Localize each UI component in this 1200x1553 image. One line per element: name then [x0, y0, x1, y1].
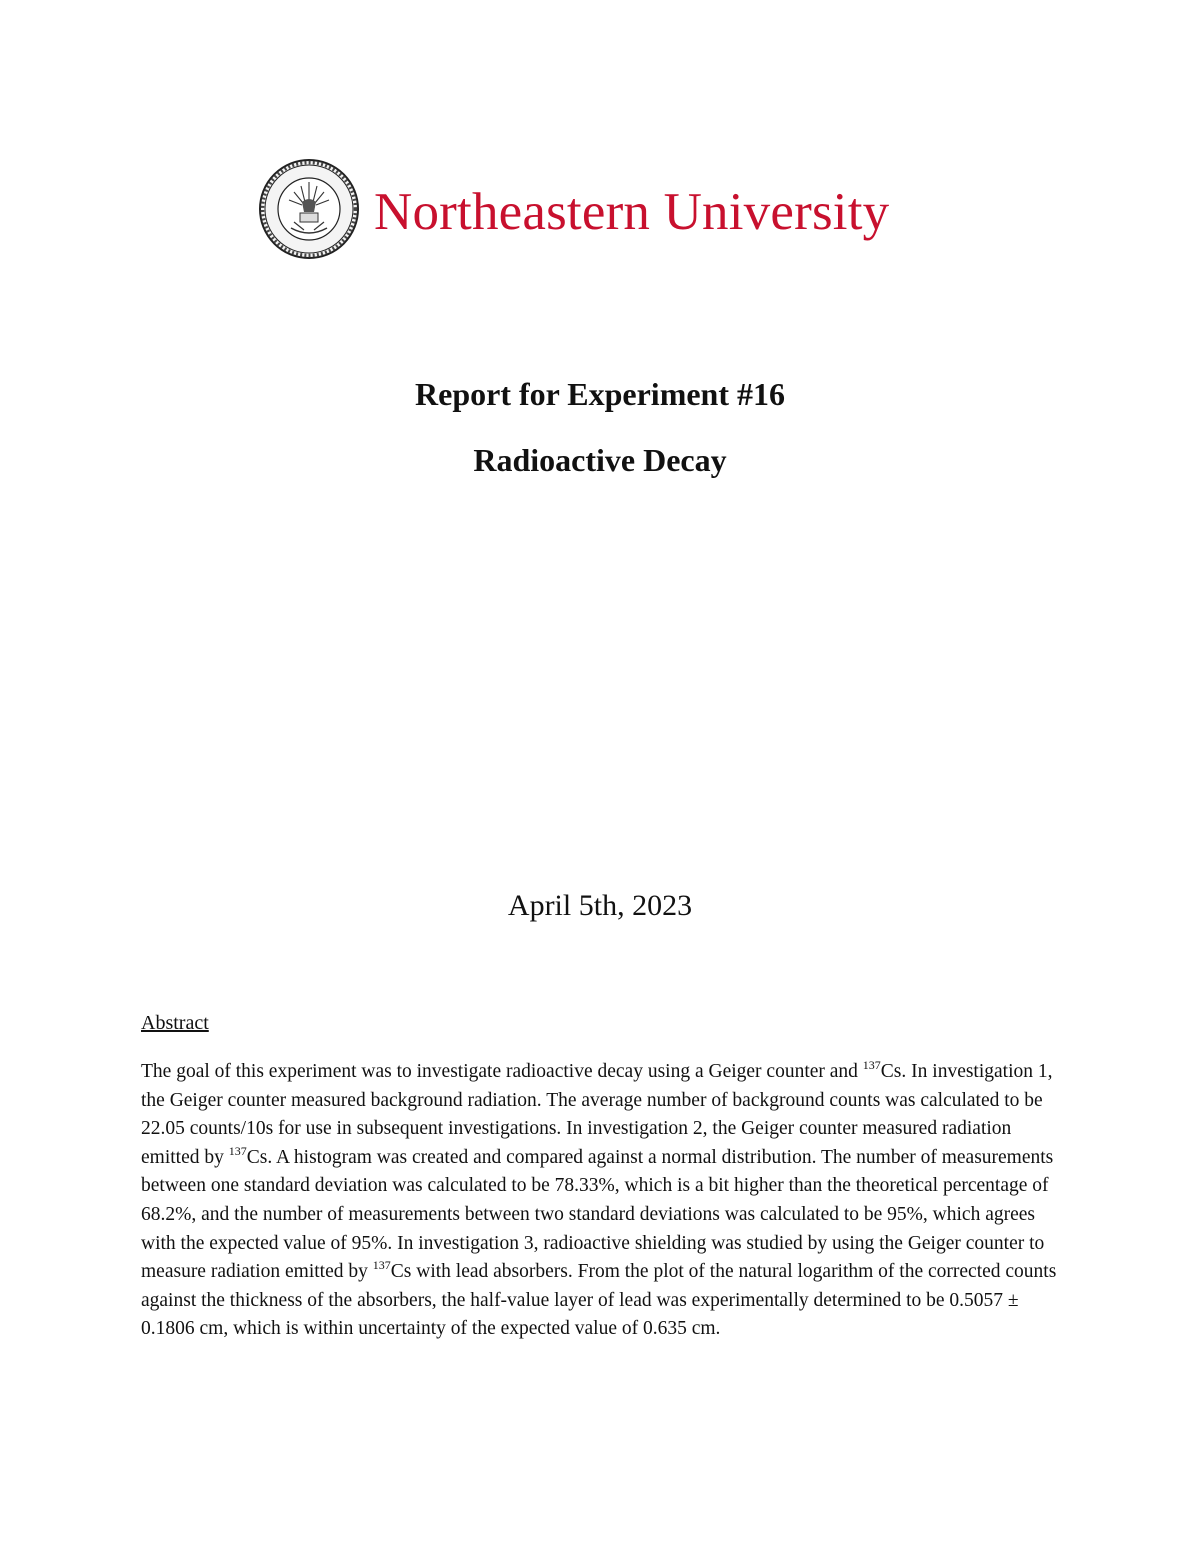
isotope-mass: 137 — [372, 1258, 391, 1273]
report-title: Report for Experiment #16 — [415, 376, 785, 412]
university-wordmark: Northeastern University — [374, 183, 890, 241]
university-seal-icon — [258, 158, 360, 260]
abstract-text: The goal of this experiment was to investigate radioactive decay using a Geiger counter and $^{137}$Cs. In investigation 1, the Geiger counter measured background radiation. The average number of background counts was calculated to be 22.05 counts/10s for use in subsequent investigations. In investigation 2, the Geiger counter measured radiation emitted by $^{137}$Cs. A histogram was created and compared against a normal distribution. The number of measurements between one standard deviation was calculated to be 78.33%, which is a bit higher than the theoretical percentage of 68.2%, and the number of measurements between two standard deviations was calculated to be 95%, which agrees with the expected value of 95%. In investigation 3, radioactive shielding was studied by using the Geiger counter to measure radiation emitted by $^{137}$Cs with lead absorbers. From the plot of the natural logarithm of the corrected counts against the thickness of the absorbers, the half-value layer of lead was experimentally determined to be 0.5057 ± 0.1806 cm, which is within uncertainty of the expected value of 0.635 cm. — [141, 1058, 1057, 1340]
isotope-mass: 137 — [228, 1143, 247, 1158]
report-date: April 5th, 2023 — [507, 889, 693, 922]
report-subtitle: Radioactive Decay — [473, 442, 727, 478]
university-logo — [258, 158, 948, 262]
isotope-mass: 137 — [862, 1058, 881, 1072]
abstract-heading: Abstract — [141, 1012, 209, 1034]
